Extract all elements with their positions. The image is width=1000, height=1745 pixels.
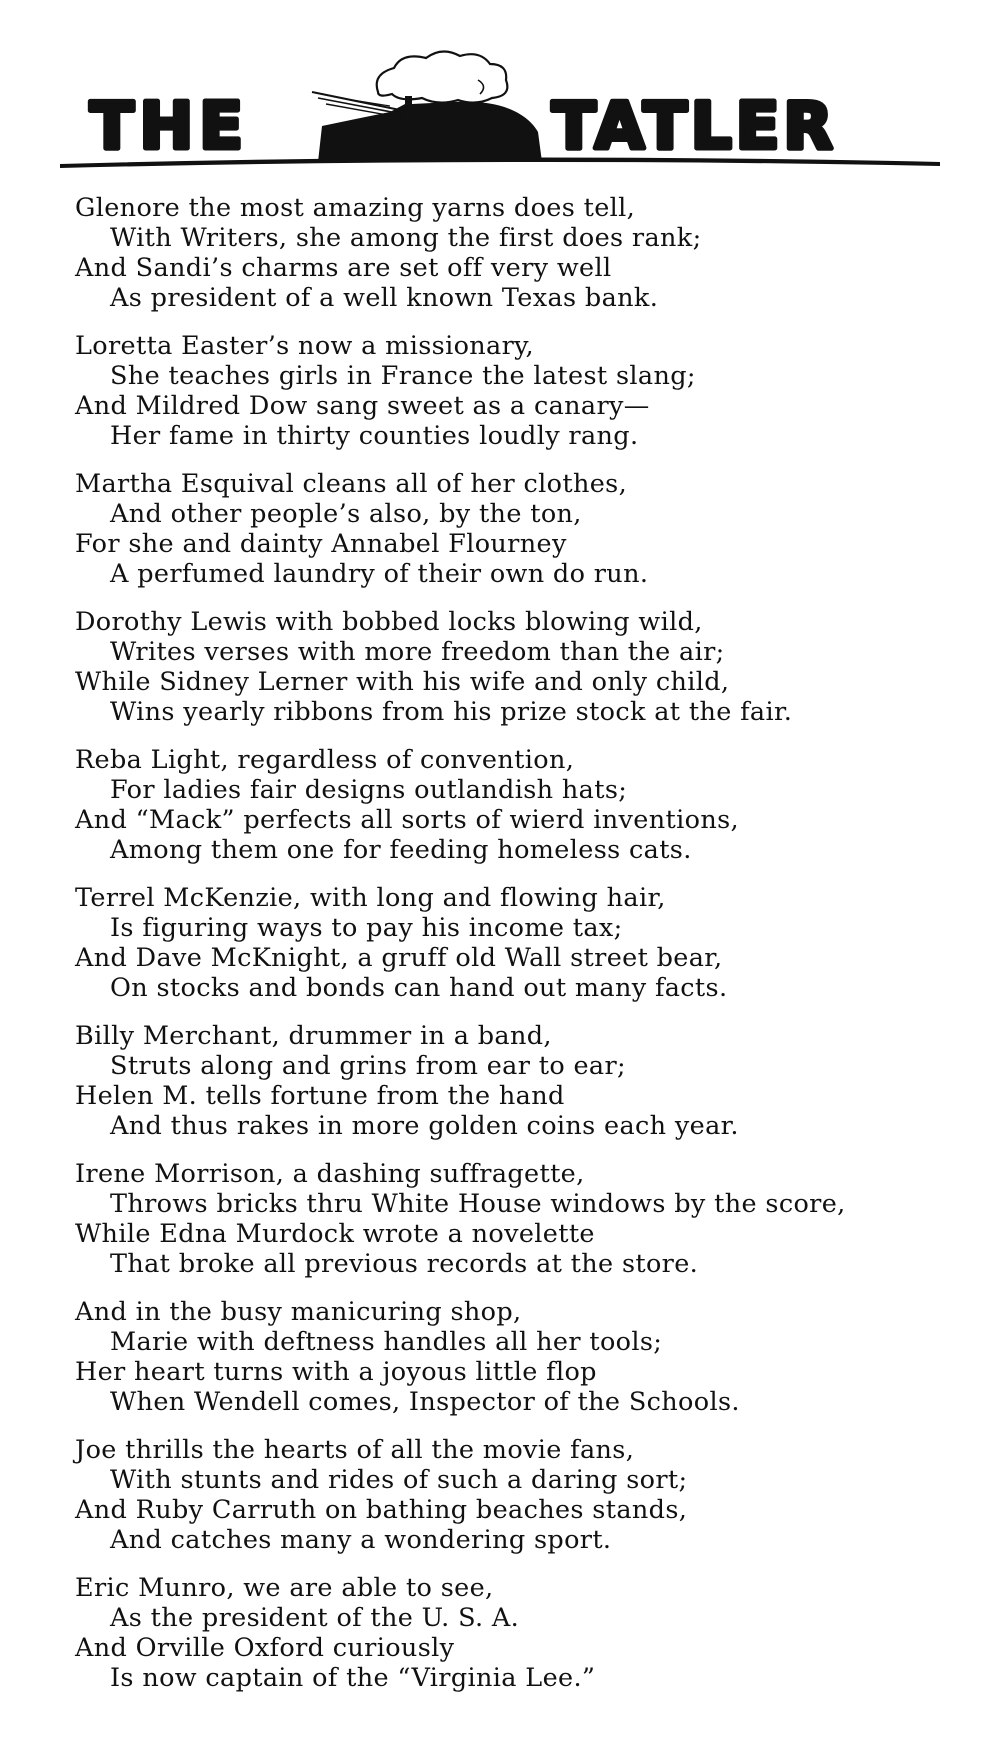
stanza	[75, 469, 975, 589]
poem-line: And Ruby Carruth on bathing beaches stands,	[75, 1495, 688, 1525]
poem-line: She teaches girls in France the latest slang;	[110, 361, 696, 391]
poem-line: When Wendell comes, Inspector of the Schools.	[110, 1387, 740, 1417]
poem-line: As the president of the U. S. A.	[110, 1603, 520, 1633]
poem-line: Among them one for feeding homeless cats.	[110, 835, 692, 865]
poem-line: And thus rakes in more golden coins each year.	[110, 1111, 739, 1141]
tatler-masthead	[60, 40, 940, 175]
poem-line: Throws bricks thru White House windows by the score,	[110, 1189, 846, 1219]
poem-line: And Sandi’s charms are set off very well	[75, 253, 612, 283]
poem-line: Helen M. tells fortune from the hand	[75, 1081, 565, 1111]
poem-line: Terrel McKenzie, with long and flowing hair,	[75, 883, 666, 913]
stanza	[75, 193, 975, 313]
poem-line: On stocks and bonds can hand out many facts.	[110, 973, 728, 1003]
poem-line: Glenore the most amazing yarns does tell,	[75, 193, 636, 223]
masthead-right-word: TATLER	[552, 90, 837, 164]
poem-line: While Edna Murdock wrote a novelette	[75, 1219, 595, 1249]
poem-line: Marie with deftness handles all her tools;	[110, 1327, 663, 1357]
poem-line: Irene Morrison, a dashing suffragette,	[75, 1159, 585, 1189]
masthead-illustration	[60, 40, 940, 175]
poem-line: And Dave McKnight, a gruff old Wall street bear,	[75, 943, 723, 973]
poem-line: Martha Esquival cleans all of her clothes,	[75, 469, 628, 499]
poem	[75, 193, 975, 1711]
poem-line: With stunts and rides of such a daring sort;	[110, 1465, 688, 1495]
poem-line: Reba Light, regardless of convention,	[75, 745, 575, 775]
poem-line: Struts along and grins from ear to ear;	[110, 1051, 626, 1081]
stanza	[75, 331, 975, 451]
stanza	[75, 607, 975, 727]
poem-line: And Orville Oxford curiously	[75, 1633, 455, 1663]
stanza	[75, 1159, 975, 1279]
poem-line: That broke all previous records at the store.	[110, 1249, 699, 1279]
poem-line: Wins yearly ribbons from his prize stock at the fair.	[110, 697, 793, 727]
poem-line: With Writers, she among the first does rank;	[110, 223, 702, 253]
poem-line: For she and dainty Annabel Flourney	[75, 529, 567, 559]
stanza	[75, 1573, 975, 1693]
masthead-left-word: THE	[90, 90, 249, 164]
poem-line: As president of a well known Texas bank.	[110, 283, 659, 313]
poem-line: And in the busy manicuring shop,	[75, 1297, 522, 1327]
stanza	[75, 1435, 975, 1555]
poem-line: Joe thrills the hearts of all the movie fans,	[75, 1435, 635, 1465]
poem-line: While Sidney Lerner with his wife and only child,	[75, 667, 730, 697]
poem-line: A perfumed laundry of their own do run.	[110, 559, 649, 589]
poem-line: Writes verses with more freedom than the air;	[110, 637, 725, 667]
poem-line: Is figuring ways to pay his income tax;	[110, 913, 623, 943]
poem-line: Is now captain of the “Virginia Lee.”	[110, 1663, 596, 1693]
stanza	[75, 1297, 975, 1417]
smoke-cloud	[377, 51, 508, 102]
poem-line: Her fame in thirty counties loudly rang.	[110, 421, 639, 451]
ship-silhouette	[318, 96, 542, 162]
poem-line: Her heart turns with a joyous little flop	[75, 1357, 597, 1387]
poem-line: And “Mack” perfects all sorts of wierd inventions,	[75, 805, 739, 835]
stanza	[75, 883, 975, 1003]
stanza	[75, 1021, 975, 1141]
poem-line: And catches many a wondering sport.	[110, 1525, 612, 1555]
poem-line: Billy Merchant, drummer in a band,	[75, 1021, 552, 1051]
poem-line: Loretta Easter’s now a missionary,	[75, 331, 534, 361]
poem-line: And other people’s also, by the ton,	[110, 499, 582, 529]
poem-line: And Mildred Dow sang sweet as a canary—	[75, 391, 650, 421]
stanza	[75, 745, 975, 865]
poem-line: Dorothy Lewis with bobbed locks blowing wild,	[75, 607, 703, 637]
poem-line: For ladies fair designs outlandish hats;	[110, 775, 628, 805]
poem-line: Eric Munro, we are able to see,	[75, 1573, 494, 1603]
